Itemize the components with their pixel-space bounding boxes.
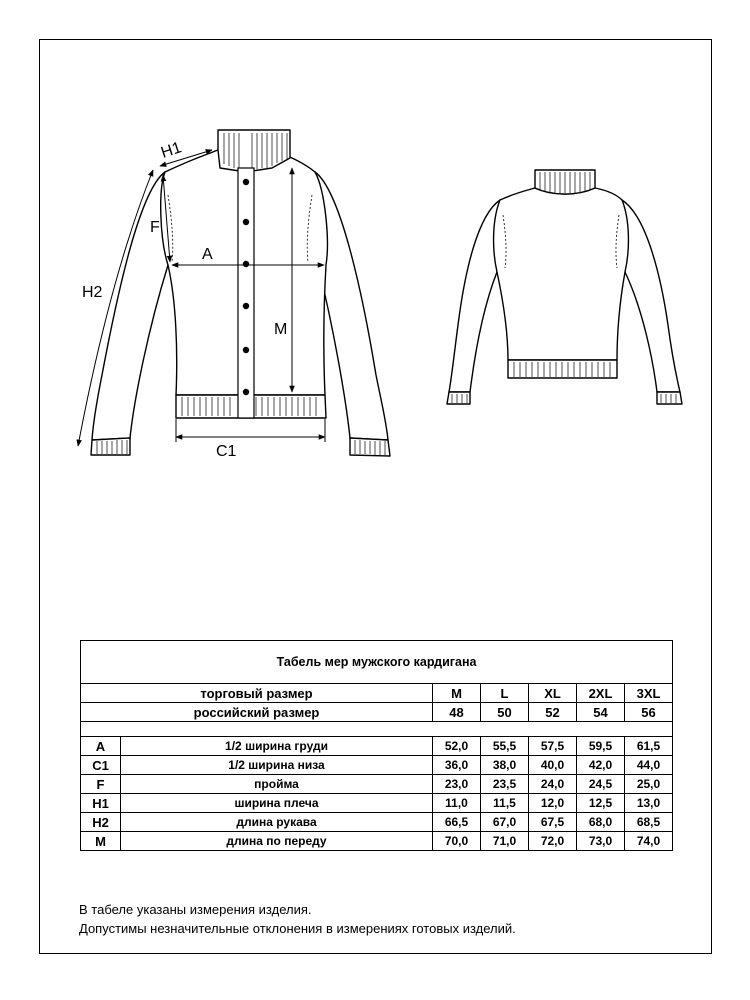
- measure-name: пройма: [121, 775, 433, 794]
- measure-value: 59,5: [577, 737, 625, 756]
- button-3: [243, 261, 249, 267]
- measure-value: 68,0: [577, 813, 625, 832]
- table-title-row: [81, 641, 673, 684]
- measure-value: 25,0: [625, 775, 673, 794]
- back-right-sleeve: [622, 200, 680, 392]
- measure-value: 36,0: [433, 756, 481, 775]
- measure-value: 67,0: [481, 813, 529, 832]
- measure-code: H1: [81, 794, 121, 813]
- trade-size: 2XL: [577, 684, 625, 703]
- measure-value: 23,5: [481, 775, 529, 794]
- measure-name: длина рукава: [121, 813, 433, 832]
- measure-value: 74,0: [625, 832, 673, 851]
- measure-code: F: [81, 775, 121, 794]
- measure-name: 1/2 ширина низа: [121, 756, 433, 775]
- measure-value: 67,5: [529, 813, 577, 832]
- trade-size: L: [481, 684, 529, 703]
- measure-code: A: [81, 737, 121, 756]
- russian-size: 48: [433, 703, 481, 722]
- measure-code: H2: [81, 813, 121, 832]
- left-sleeve: [92, 172, 168, 440]
- measure-value: 57,5: [529, 737, 577, 756]
- trade-size: M: [433, 684, 481, 703]
- label-h1: H1: [158, 139, 184, 162]
- measure-value: 70,0: [433, 832, 481, 851]
- back-view: [447, 170, 682, 404]
- measure-value: 66,5: [433, 813, 481, 832]
- measure-value: 38,0: [481, 756, 529, 775]
- measure-value: 12,5: [577, 794, 625, 813]
- measure-value: 23,0: [433, 775, 481, 794]
- table-row: [81, 737, 673, 756]
- button-2: [243, 219, 249, 225]
- size-table: [80, 640, 673, 851]
- measure-value: 44,0: [625, 756, 673, 775]
- russian-size: 50: [481, 703, 529, 722]
- placket: [238, 168, 254, 418]
- label-c1: C1: [216, 443, 237, 460]
- measure-code: M: [81, 832, 121, 851]
- button-6: [243, 389, 249, 395]
- table-row: [81, 756, 673, 775]
- measure-value: 71,0: [481, 832, 529, 851]
- back-left-sleeve: [449, 200, 500, 392]
- button-4: [243, 303, 249, 309]
- measure-value: 73,0: [577, 832, 625, 851]
- label-a: A: [202, 246, 213, 263]
- measure-value: 68,5: [625, 813, 673, 832]
- table-row: [81, 832, 673, 851]
- measure-value: 55,5: [481, 737, 529, 756]
- label-h2: H2: [82, 284, 103, 301]
- back-waistband: [508, 360, 617, 378]
- trade-size-row: [81, 684, 673, 703]
- measure-name: ширина плеча: [121, 794, 433, 813]
- spacer-cell: [81, 722, 673, 737]
- back-body: [494, 188, 629, 360]
- spacer-row: [81, 722, 673, 737]
- trade-size-label: торговый размер: [81, 684, 433, 703]
- measure-value: 11,0: [433, 794, 481, 813]
- table-row: [81, 813, 673, 832]
- table-row: [81, 794, 673, 813]
- russian-size: 56: [625, 703, 673, 722]
- measure-value: 42,0: [577, 756, 625, 775]
- measure-value: 12,0: [529, 794, 577, 813]
- table-title: Табель мер мужского кардигана: [81, 641, 673, 684]
- label-m: M: [274, 321, 288, 338]
- russian-size-label: российский размер: [81, 703, 433, 722]
- trade-size: XL: [529, 684, 577, 703]
- measure-name: 1/2 ширина груди: [121, 737, 433, 756]
- measure-value: 24,0: [529, 775, 577, 794]
- measure-value: 52,0: [433, 737, 481, 756]
- measure-value: 72,0: [529, 832, 577, 851]
- note-line-1: В табеле указаны измерения изделия.: [79, 902, 312, 917]
- measure-value: 61,5: [625, 737, 673, 756]
- button-5: [243, 347, 249, 353]
- measure-value: 24,5: [577, 775, 625, 794]
- table-row: [81, 775, 673, 794]
- button-1: [243, 179, 249, 185]
- russian-size: 52: [529, 703, 577, 722]
- note-line-2: Допустимы незначительные отклонения в измерениях готовых изделий.: [79, 921, 516, 936]
- back-left-cuff: [447, 392, 470, 404]
- measure-value: 40,0: [529, 756, 577, 775]
- measure-value: 13,0: [625, 794, 673, 813]
- label-f: F: [150, 219, 160, 236]
- russian-size: 54: [577, 703, 625, 722]
- russian-size-row: [81, 703, 673, 722]
- measure-code: C1: [81, 756, 121, 775]
- measure-name: длина по переду: [121, 832, 433, 851]
- trade-size: 3XL: [625, 684, 673, 703]
- measure-value: 11,5: [481, 794, 529, 813]
